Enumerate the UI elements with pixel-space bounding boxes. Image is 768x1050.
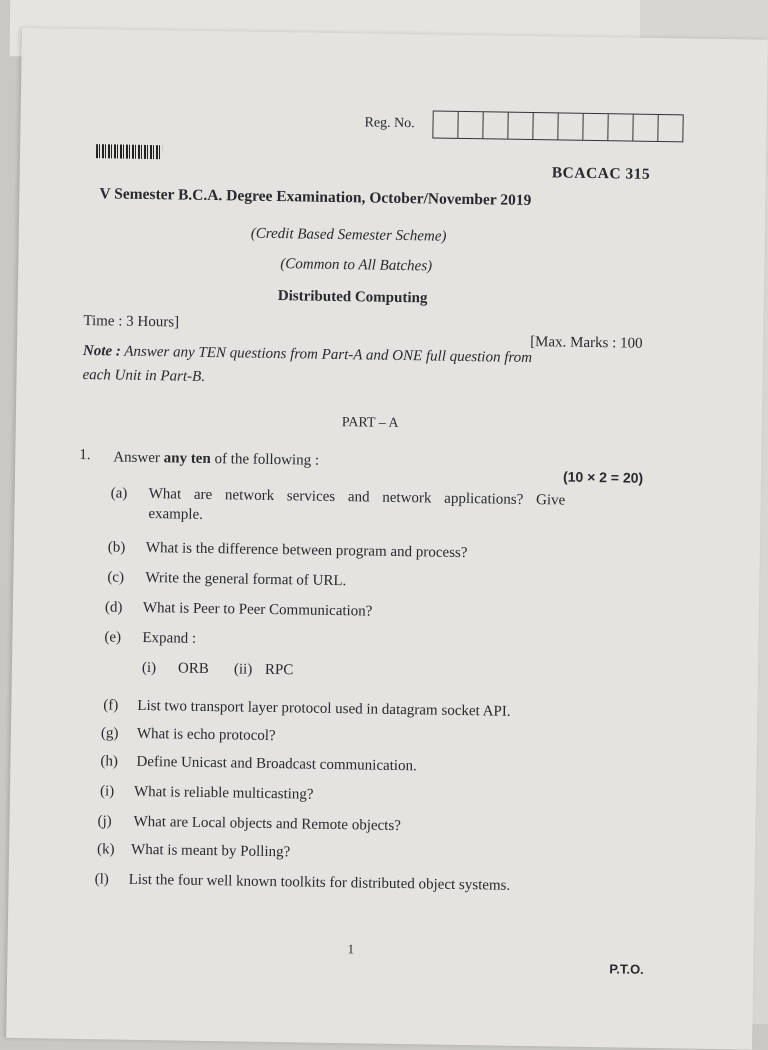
- reg-box: [533, 113, 558, 139]
- reg-box: [633, 115, 658, 141]
- question-text: List two transport layer protocol used in datagram socket API.: [137, 697, 511, 720]
- page-number: 1: [347, 941, 355, 957]
- instruction-bold: any ten: [163, 450, 211, 468]
- note-line-1: [83, 343, 532, 367]
- question-text-cont: example.: [148, 506, 204, 523]
- question-text: Write the general format of URL.: [145, 570, 347, 590]
- question-text: What is Peer to Peer Communication?: [142, 599, 373, 620]
- question-label: (k): [96, 841, 115, 858]
- time-allowed: Time : 3 Hours]: [83, 313, 180, 331]
- reg-box: [458, 112, 483, 138]
- question-instruction: [113, 449, 319, 469]
- note-text-1: Answer any TEN questions from Part-A and ONE full question from: [124, 343, 533, 367]
- question-marks: (10 × 2 = 20): [562, 468, 644, 486]
- reg-box: [483, 112, 508, 138]
- expand-item-ii: RPC: [264, 661, 294, 679]
- question-label: (f): [103, 697, 119, 714]
- subject-title: Distributed Computing: [277, 288, 428, 307]
- part-heading: PART – A: [341, 415, 399, 431]
- instruction-prefix: Answer: [113, 449, 161, 467]
- question-number: 1.: [79, 446, 91, 464]
- question-label: (d): [104, 599, 123, 616]
- question-label: (a): [110, 485, 128, 502]
- question-text: Define Unicast and Broadcast communication.: [136, 753, 417, 775]
- reg-box: [608, 114, 633, 140]
- question-text: List the four well known toolkits for distributed object systems.: [128, 871, 511, 894]
- question-text: What are Local objects and Remote objects?: [133, 813, 402, 835]
- note-line-2: each Unit in Part-B.: [82, 366, 206, 385]
- reg-no-boxes: [432, 110, 683, 142]
- question-text: What is reliable multicasting?: [133, 783, 314, 803]
- question-text: What is meant by Polling?: [130, 841, 291, 861]
- reg-box: [583, 114, 608, 140]
- note-label: Note :: [82, 342, 121, 360]
- question-label: (j): [97, 813, 112, 830]
- max-marks: [Max. Marks : 100: [530, 334, 643, 352]
- expand-item-ii-label: (ii): [233, 661, 253, 678]
- question-label: (h): [100, 753, 119, 770]
- exam-heading: V Semester B.C.A. Degree Examination, October/November 2019: [99, 185, 532, 210]
- reg-no-label: Reg. No.: [364, 115, 415, 132]
- question-label: (g): [100, 725, 119, 742]
- question-label: (l): [94, 871, 109, 888]
- batches-line: (Common to All Batches): [280, 256, 433, 275]
- paper-code: BCACAC 315: [551, 164, 651, 183]
- reg-box: [508, 113, 533, 139]
- question-label: (e): [104, 629, 122, 646]
- reg-box: [558, 113, 583, 139]
- question-text: What is echo protocol?: [136, 725, 276, 745]
- question-text: What are network services and network applications? Give: [148, 486, 566, 509]
- expand-item-i: ORB: [177, 660, 209, 678]
- question-text: Expand :: [142, 629, 197, 647]
- pto-label: P.T.O.: [609, 961, 644, 977]
- question-text: What is the difference between program and process?: [145, 540, 468, 562]
- question-label: (c): [107, 569, 125, 586]
- question-label: (b): [107, 539, 126, 556]
- reg-box: [433, 111, 458, 137]
- exam-paper: [6, 28, 768, 1050]
- scheme-line: (Credit Based Semester Scheme): [250, 225, 447, 245]
- expand-item-i-label: (i): [141, 659, 157, 677]
- instruction-suffix: of the following :: [214, 451, 320, 469]
- reg-box: [658, 115, 682, 141]
- barcode: [96, 144, 162, 159]
- question-label: (i): [99, 783, 115, 800]
